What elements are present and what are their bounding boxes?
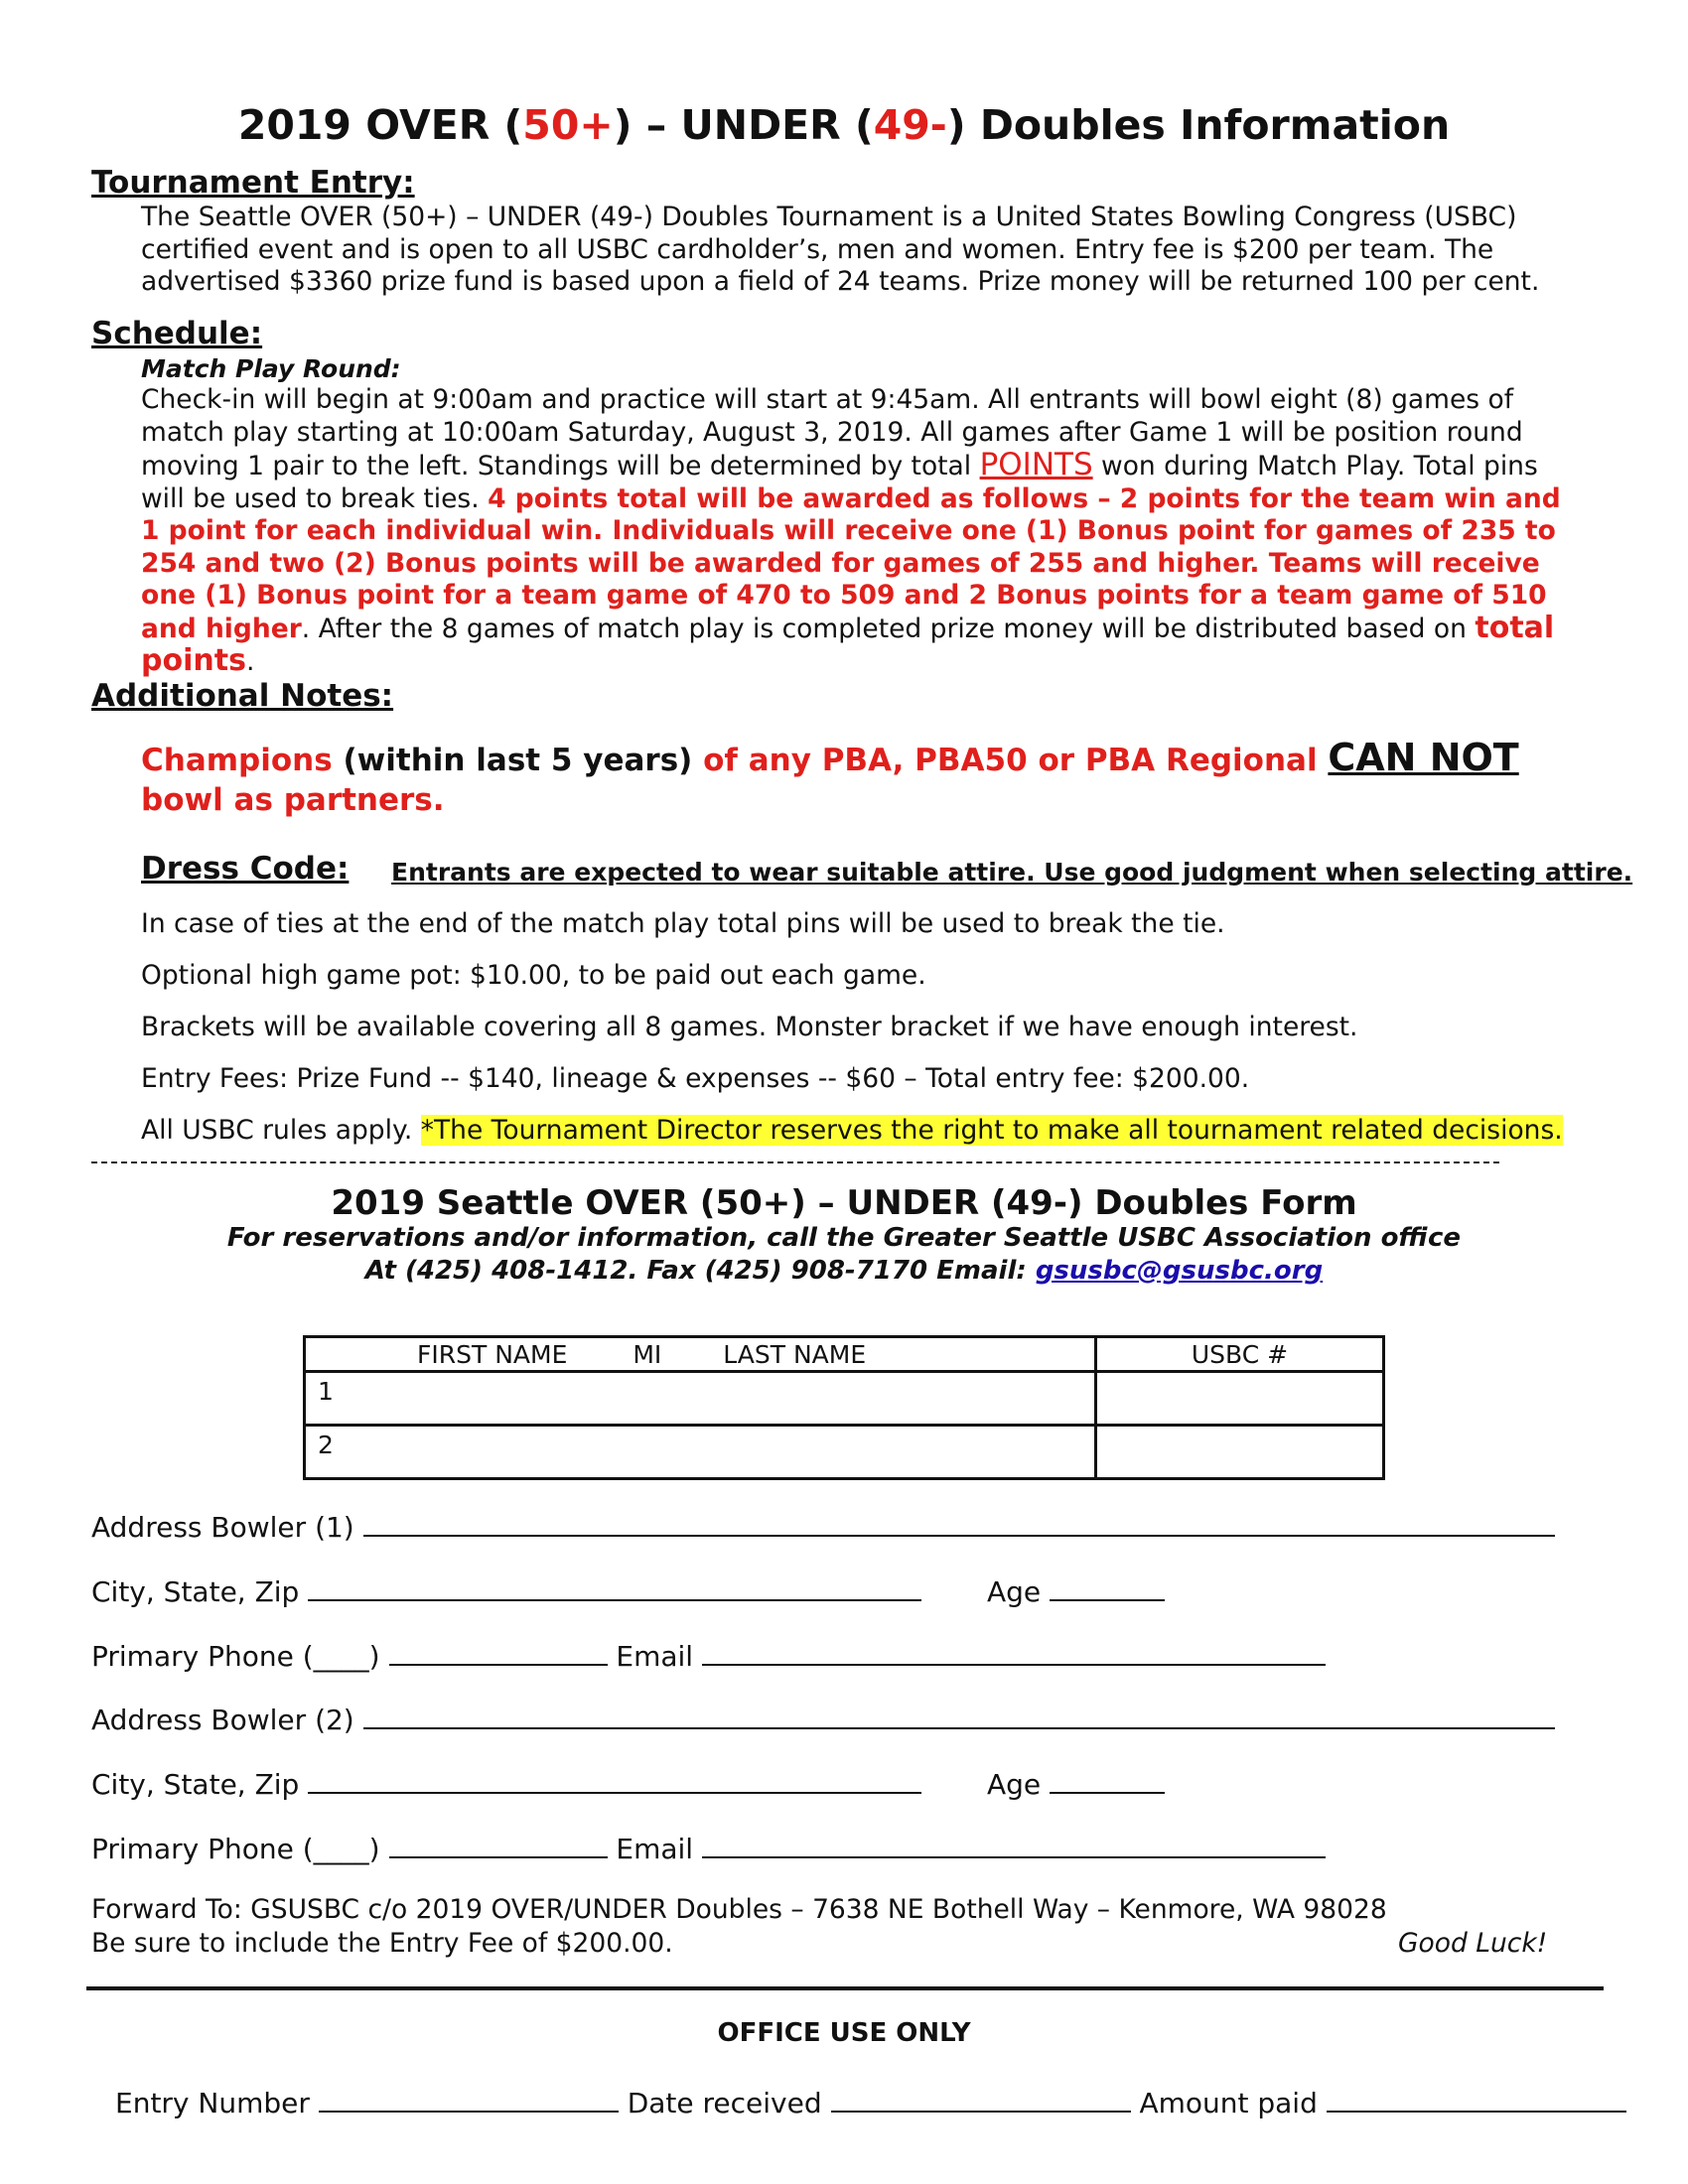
date-received-label: Date received [627, 2087, 822, 2119]
form-title: 2019 Seattle OVER (50+) – UNDER (49-) Doubles Form [331, 1183, 1357, 1223]
title-text: ) Doubles Information [946, 101, 1451, 149]
address-1-label: Address Bowler (1) [91, 1511, 354, 1544]
age-1-field[interactable] [1050, 1573, 1165, 1601]
amount-paid-label: Amount paid [1139, 2087, 1318, 2119]
cut-line-divider [91, 1161, 1499, 1163]
amount-paid-field[interactable] [1327, 2085, 1626, 2113]
phone-2-row [91, 1831, 1326, 1865]
rules-text: All USBC rules apply. [141, 1115, 421, 1146]
address-1-row [91, 1509, 1555, 1544]
fees-note: Entry Fees: Prize Fund -- $140, lineage & expenses -- $60 – Total entry fee: $200.00. [141, 1063, 1250, 1094]
table-header-row [305, 1337, 1384, 1372]
title-under: 49- [873, 101, 947, 149]
age-1-row [987, 1573, 1165, 1608]
email-1-field[interactable] [702, 1638, 1326, 1666]
title-text: ) – UNDER ( [613, 101, 874, 149]
bowler-2-usbc-cell[interactable] [1096, 1426, 1384, 1479]
rules-note [141, 1115, 1563, 1146]
age-1-label: Age [987, 1575, 1042, 1608]
city-2-field[interactable] [308, 1766, 921, 1794]
schedule-text: Check-in will begin at 9:00am and practice will start at 9:45am. All entrants will bowl eight (8) games of match play starting at 10:00am Saturday, August 3, 2019. All games after Game 1 will be position round moving 1 pair to the left. Standings will be determined by total [141, 384, 1523, 481]
email-2-field[interactable] [702, 1831, 1326, 1858]
points-emphasis: POINTS [979, 447, 1093, 482]
date-received-field[interactable] [831, 2085, 1131, 2113]
entry-number-field[interactable] [319, 2085, 619, 2113]
dress-code-label: Dress Code: [141, 851, 350, 887]
brackets-note: Brackets will be available covering all 8 games. Monster bracket if we have enough interest. [141, 1012, 1358, 1042]
champions-text: Champions [141, 743, 333, 778]
good-luck: Good Luck! [1398, 1928, 1548, 1959]
city-2-row [91, 1766, 921, 1801]
bowler-1-name-cell[interactable] [305, 1372, 1096, 1426]
address-1-field[interactable] [363, 1509, 1555, 1537]
entry-paragraph: The Seattle OVER (50+) – UNDER (49-) Doubles Tournament is a United States Bowling Congress (USBC) certified event and is open to all USBC cardholder’s, men and women. Entry fee is $200 per team. The advertised $3360 prize fund is based upon a field of 24 teams. Prize money will be returned 100 per cent. [141, 202, 1540, 297]
form-contact-line-2 [0, 1256, 1688, 1286]
entry-number-label: Entry Number [115, 2087, 310, 2119]
office-row [115, 2085, 1626, 2119]
row-number: 2 [318, 1431, 334, 1459]
office-divider [86, 1986, 1604, 1990]
champions-text: of any PBA, PBA50 or PBA Regional [703, 743, 1329, 778]
names-header [305, 1337, 1096, 1372]
page-title [0, 101, 1688, 149]
include-fee-note: Be sure to include the Entry Fee of $200.00. [91, 1928, 673, 1959]
bowler-1-usbc-cell[interactable] [1096, 1372, 1384, 1426]
ties-note: In case of ties at the end of the match play total pins will be used to break the tie. [141, 908, 1225, 939]
phone-2-field[interactable] [389, 1831, 608, 1858]
age-2-label: Age [987, 1768, 1042, 1801]
phone-1-field[interactable] [389, 1638, 608, 1666]
email-2-label: Email [616, 1833, 694, 1865]
cannot-emphasis: CAN NOT [1328, 736, 1519, 779]
total-points-emphasis: total points [141, 610, 1555, 678]
bowler-table [303, 1335, 1385, 1480]
city-1-label: City, State, Zip [91, 1575, 300, 1608]
title-over: 50+ [522, 101, 614, 149]
form-contact-line: For reservations and/or information, call the Greater Seattle USBC Association office [226, 1223, 1462, 1253]
director-highlight: *The Tournament Director reserves the right to make all tournament related decisions. [420, 1115, 1563, 1146]
age-2-row [987, 1766, 1165, 1801]
title-text: 2019 OVER ( [237, 101, 523, 149]
address-2-row [91, 1702, 1555, 1736]
email-1-label: Email [616, 1640, 694, 1673]
table-row [305, 1426, 1384, 1479]
points-rules: 4 points total will be awarded as follows – 2 points for the team win and 1 point for each individual win. Individuals will receive one (1) Bonus point for games of 235 to 254 and two (2) Bonus points will be awarded for games of 255 and higher. Teams will receive one (1) Bonus point for a team game of 470 to 509 and 2 Bonus points for a team game of 510 and higher [141, 482, 1561, 644]
age-2-field[interactable] [1050, 1766, 1165, 1794]
city-1-row [91, 1573, 921, 1608]
champions-text: (within last 5 years) [332, 743, 704, 778]
table-row [305, 1372, 1384, 1426]
mi-header: MI [633, 1339, 662, 1369]
schedule-text: . After the 8 games of match play is completed prize money will be distributed based on [301, 613, 1476, 644]
schedule-heading: Schedule: [91, 316, 263, 351]
first-name-header: FIRST NAME [417, 1339, 568, 1369]
forward-to: Forward To: GSUSBC c/o 2019 OVER/UNDER Doubles – 7638 NE Bothell Way – Kenmore, WA 98028 [91, 1894, 1387, 1925]
address-2-field[interactable] [363, 1702, 1555, 1729]
city-1-field[interactable] [308, 1573, 921, 1601]
phone-2-label: Primary Phone (____) [91, 1833, 380, 1865]
city-2-label: City, State, Zip [91, 1768, 300, 1801]
champions-text: bowl as partners. [141, 782, 445, 818]
schedule-text: . [245, 646, 255, 677]
schedule-text: won during Match Play. Total pins will be used to break ties. [141, 451, 1538, 514]
entry-heading: Tournament Entry: [91, 165, 415, 201]
row-number: 1 [318, 1377, 334, 1406]
match-play-round-label: Match Play Round: [141, 354, 401, 383]
phone-1-label: Primary Phone (____) [91, 1640, 380, 1673]
address-2-label: Address Bowler (2) [91, 1704, 354, 1736]
email-link[interactable]: gsusbc@gsusbc.org [1035, 1256, 1324, 1286]
dress-code-text: Entrants are expected to wear suitable attire. Use good judgment when selecting attire. [391, 858, 1633, 887]
last-name-header: LAST NAME [723, 1339, 867, 1369]
phone-1-row [91, 1638, 1326, 1673]
schedule-paragraph [141, 384, 1581, 679]
pot-note: Optional high game pot: $10.00, to be paid out each game. [141, 960, 926, 991]
notes-heading: Additional Notes: [91, 678, 394, 714]
phone-fax-text: At (425) 408-1412. Fax (425) 908-7170 Email: [364, 1256, 1036, 1286]
office-use-heading: OFFICE USE ONLY [717, 2018, 971, 2048]
champions-notice [141, 738, 1591, 820]
bowler-2-name-cell[interactable] [305, 1426, 1096, 1479]
usbc-header: USBC # [1096, 1337, 1384, 1372]
